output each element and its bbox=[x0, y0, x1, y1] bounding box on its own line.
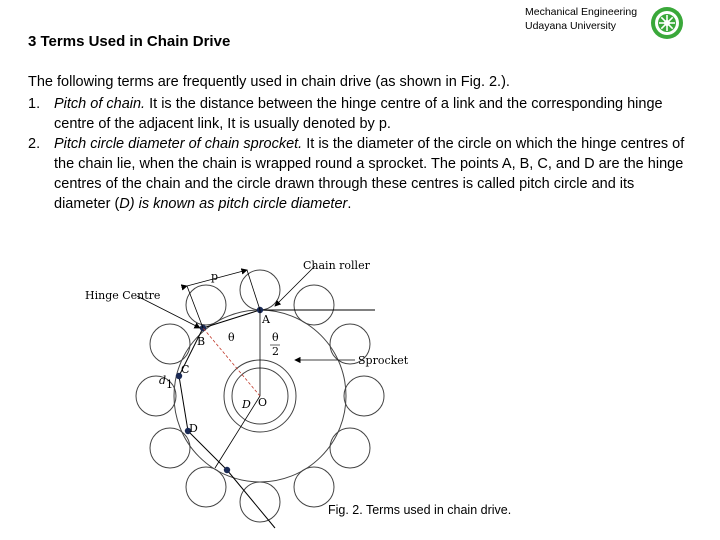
hinge-b-label: B bbox=[197, 335, 206, 348]
university-logo-icon bbox=[650, 6, 684, 40]
university-name: Udayana University bbox=[525, 20, 617, 32]
diameter-symbol: D bbox=[119, 196, 130, 212]
hinge-a-label: A bbox=[262, 313, 270, 326]
figure-caption: Fig. 2. Terms used in chain drive. bbox=[328, 503, 512, 517]
theta-label: θ bbox=[228, 331, 235, 344]
pitch-dimension bbox=[187, 270, 260, 328]
term-definition-end: ) is known as pitch circle diameter bbox=[129, 196, 348, 212]
chain-sprocket-diagram bbox=[75, 248, 415, 540]
pitch-diameter-label: D bbox=[242, 398, 251, 411]
hinge-centre-label: Hinge Centre bbox=[85, 289, 161, 302]
half-theta-numerator: θ bbox=[272, 331, 279, 344]
list-number: 1. bbox=[28, 96, 41, 112]
term-pitch-of-chain: Pitch of chain. bbox=[54, 96, 146, 112]
hinge-d-label: D bbox=[189, 422, 198, 435]
hinge-centres bbox=[176, 307, 263, 473]
terms-list bbox=[28, 94, 688, 214]
institution-header bbox=[525, 5, 637, 33]
intro-paragraph: The following terms are frequently used in chain drive (as shown in Fig. 2.). bbox=[28, 74, 510, 90]
term-pitch-circle-diameter: Pitch circle diameter of chain sprocket. bbox=[54, 136, 303, 152]
list-item bbox=[28, 94, 688, 134]
sentence-period: . bbox=[347, 196, 352, 212]
roller-diameter-subscript: 1 bbox=[166, 378, 173, 391]
list-item bbox=[28, 134, 688, 214]
term-definition: It is the diameter of the circle on which the hinge centres of the chain lie, when the chain is wrapped round a sprocket. The points A, B, C, and D are the hinge centres of the chain and the circle drawn through these centres is called pitch circle and its diameter ( bbox=[54, 136, 685, 212]
centre-o-label: O bbox=[258, 396, 268, 409]
hinge-c-label: C bbox=[181, 363, 190, 376]
list-number: 2. bbox=[28, 136, 41, 152]
roller-diameter-label: d bbox=[159, 374, 167, 387]
pitch-label: p bbox=[211, 270, 219, 283]
sprocket-label: Sprocket bbox=[358, 354, 409, 367]
slide-title: 3 Terms Used in Chain Drive bbox=[28, 33, 231, 50]
chain-roller-label: Chain roller bbox=[303, 259, 370, 272]
department-name: Mechanical Engineering bbox=[525, 6, 638, 18]
half-theta-denominator: 2 bbox=[272, 345, 279, 358]
term-definition: It is the distance between the hinge centre of a link and the corresponding hinge centre of the adjacent link, It is usually denoted by p. bbox=[54, 96, 663, 132]
